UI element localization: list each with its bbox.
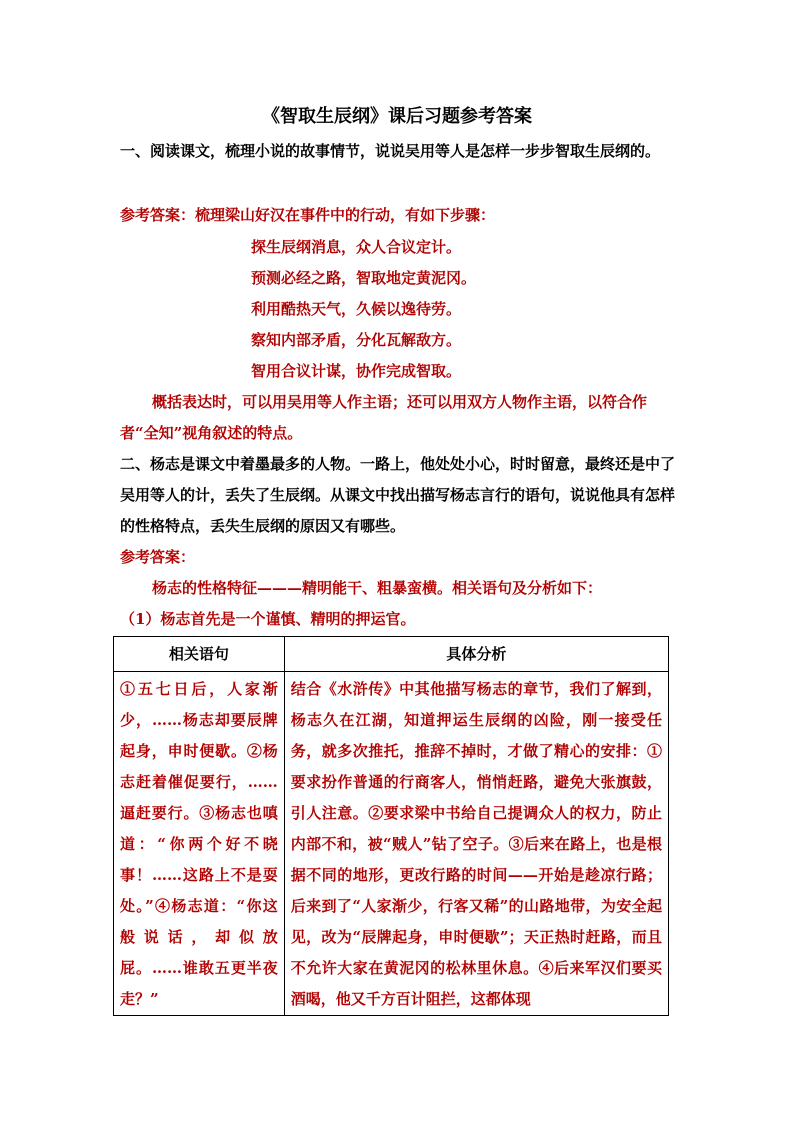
- trait-summary: 杨志的性格特征———精明能干、粗暴蛮横。相关语句及分析如下：: [152, 579, 603, 597]
- cell-analysis: 结合《水浒传》中其他描写杨志的章节，我们了解到，杨志久在江湖，知道押运生辰纲的凶险，刚一接受任务，就多次推托，推辞不掉时，才做了精心的安排：①要求扮作普通的行商客人，悄悄赶路，避免大张旗鼓，引人注意。②要求梁中书给自己提调众人的权力，防止内部不和，被“贼人”钻了空子。③后来在路上，也是根据不同的地形，更改行路的时间——开始是趁凉行路；后来到了“人家渐少，行客又稀”的山路地带，为安全起见，改为“辰牌起身，申时便歇”；天正热时赶路，而且不允许大家在黄泥冈的松林里休息。④后来军汉们要买酒喝，他又千方百计阻拦，这都体现: [284, 672, 668, 1016]
- step-list: [251, 232, 671, 387]
- answer-2-label: 参考答案：: [120, 548, 196, 566]
- page-title: 《智取生辰纲》课后习题参考答案: [262, 106, 532, 127]
- table-row: [114, 672, 669, 1016]
- answer-1-note: 概括表达时，可以用吴用等人作主语；还可以用双方人物作主语，以符合作者“全知”视角叙述的特点。: [120, 393, 648, 442]
- header-related-sentences: 相关语句: [114, 637, 285, 672]
- analysis-table: [113, 636, 669, 1016]
- step-item: 察知内部矛盾，分化瓦解敌方。: [251, 331, 462, 349]
- header-analysis: 具体分析: [284, 637, 668, 672]
- step-item: 智用合议计谋，协作完成智取。: [251, 362, 462, 380]
- step-item: 利用酷热天气，久候以逸待劳。: [251, 300, 462, 318]
- table-header-row: [114, 637, 669, 672]
- step-item: 预测必经之路，智取地定黄泥冈。: [251, 269, 477, 287]
- sub-point-1: （1）杨志首先是一个谨慎、精明的押运官。: [120, 610, 416, 628]
- cell-related-sentences: ①五七日后，人家渐少，……杨志却要辰牌起身，申时便歇。②杨志赶着催促要行，……逼赶要行。③杨志也嗔道：“你两个好不晓事！……这路上不是耍处。”④杨志道：“你这般说话，却似放屁。……谁敢五更半夜走？”: [114, 672, 285, 1016]
- question-1: 一、阅读课文，梳理小说的故事情节，说说吴用等人是怎样一步步智取生辰纲的。: [120, 142, 661, 160]
- question-2: 二、杨志是课文中着墨最多的人物。一路上，他处处小心，时时留意，最终还是中了吴用等人的计，丢失了生辰纲。从课文中找出描写杨志言行的语句，说说他具有怎样的性格特点，丢失生辰纲的原因又有哪些。: [120, 455, 676, 535]
- step-item: 探生辰纲消息，众人合议定计。: [251, 238, 462, 256]
- answer-1-intro: 参考答案：梳理梁山好汉在事件中的行动，有如下步骤：: [120, 206, 496, 224]
